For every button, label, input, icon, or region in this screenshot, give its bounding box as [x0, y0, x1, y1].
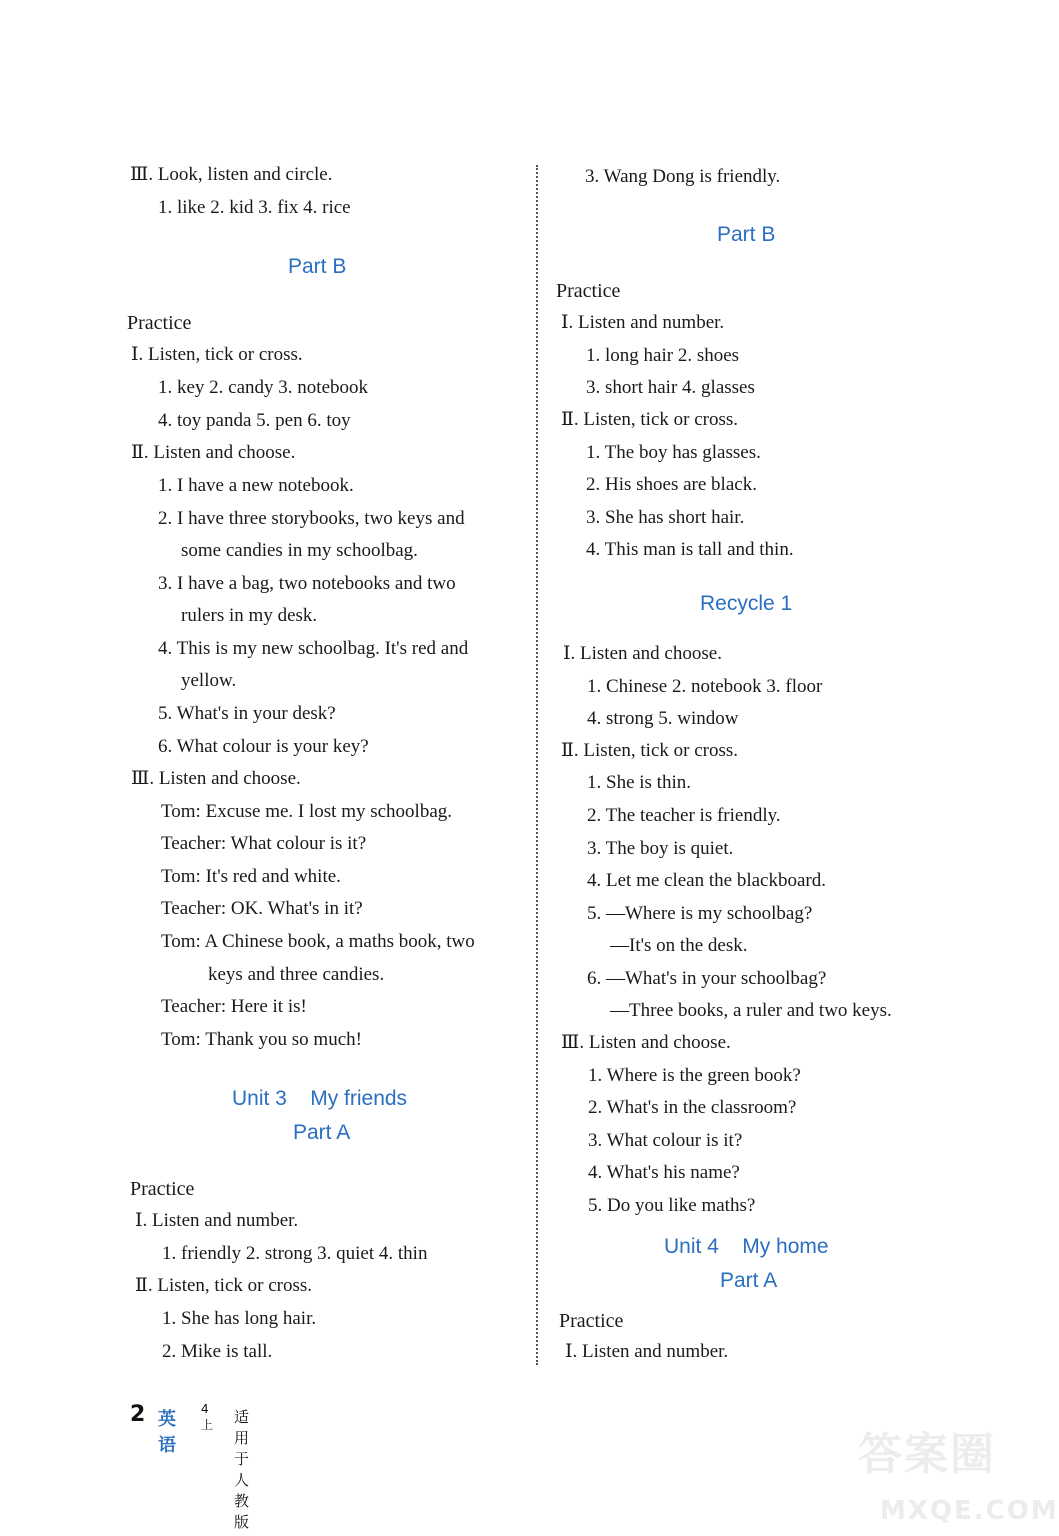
answer-line: 3. short hair 4. glasses	[586, 377, 755, 398]
watermark-site: MXQE.COM	[880, 1496, 1059, 1526]
dialogue-line: Tom: A Chinese book, a maths book, two	[161, 931, 475, 952]
section-heading: Ⅲ. Listen and choose.	[131, 768, 301, 789]
section-heading: Ⅰ. Listen and number.	[561, 312, 725, 333]
answer-line: 1. like 2. kid 3. fix 4. rice	[158, 197, 351, 218]
part-heading: Part B	[717, 223, 776, 246]
answer-line: 4. strong 5. window	[587, 708, 739, 729]
dialogue-line: Teacher: What colour is it?	[161, 833, 367, 854]
practice-label: Practice	[130, 1178, 195, 1200]
page-number: 2	[130, 1402, 146, 1427]
dialogue-line: Tom: Thank you so much!	[161, 1029, 362, 1050]
practice-label: Practice	[559, 1310, 624, 1332]
answer-line: 3. Wang Dong is friendly.	[585, 166, 781, 187]
section-heading: Ⅰ. Listen and number.	[565, 1341, 729, 1362]
answer-line: 6. What colour is your key?	[158, 736, 369, 757]
answer-line: 2. What's in the classroom?	[588, 1097, 797, 1118]
answer-line: 5. What's in your desk?	[158, 703, 336, 724]
section-heading: Ⅱ. Listen, tick or cross.	[561, 740, 739, 761]
answer-line: 4. toy panda 5. pen 6. toy	[158, 410, 351, 431]
section-heading: Ⅲ. Listen and choose.	[561, 1032, 731, 1053]
answer-line: 5. Do you like maths?	[588, 1195, 756, 1216]
unit-heading: Unit 4 My home	[664, 1235, 829, 1258]
part-heading: Part A	[293, 1121, 351, 1144]
watermark-logo: 答案圈	[858, 1429, 996, 1480]
practice-label: Practice	[556, 280, 621, 302]
answer-line: 3. What colour is it?	[588, 1130, 743, 1151]
grade-label: 4上	[201, 1402, 214, 1432]
section-heading: Ⅲ. Look, listen and circle.	[130, 164, 333, 185]
answer-line: some candies in my schoolbag.	[181, 540, 418, 561]
answer-line: yellow.	[181, 670, 237, 691]
answer-line: —It's on the desk.	[610, 935, 748, 956]
dialogue-line: Tom: It's red and white.	[161, 866, 341, 887]
answer-line: 4. What's his name?	[588, 1162, 740, 1183]
answer-line: 1. long hair 2. shoes	[586, 345, 740, 366]
dialogue-line: Teacher: Here it is!	[161, 996, 307, 1017]
answer-line: 1. Where is the green book?	[588, 1065, 801, 1086]
section-heading: Ⅰ. Listen, tick or cross.	[131, 344, 303, 365]
answer-line: 2. Mike is tall.	[162, 1341, 273, 1362]
answer-line: 5. —Where is my schoolbag?	[587, 903, 813, 924]
answer-line: 3. She has short hair.	[586, 507, 745, 528]
unit-heading: Unit 3 My friends	[232, 1087, 408, 1110]
answer-line: 2. The teacher is friendly.	[587, 805, 781, 826]
section-heading: Ⅰ. Listen and choose.	[563, 643, 722, 664]
dialogue-line: keys and three candies.	[208, 964, 385, 985]
answer-line: 4. This is my new schoolbag. It's red and	[158, 638, 469, 659]
section-heading: Ⅱ. Listen and choose.	[131, 442, 296, 463]
answer-line: 6. —What's in your schoolbag?	[587, 968, 827, 989]
subject-label: 英语	[158, 1409, 176, 1456]
dialogue-line: Tom: Excuse me. I lost my schoolbag.	[161, 801, 453, 822]
section-heading: Ⅱ. Listen, tick or cross.	[135, 1275, 313, 1296]
answer-line: rulers in my desk.	[181, 605, 318, 626]
edition-label: 适用于人教版	[234, 1408, 250, 1531]
answer-line: 1. The boy has glasses.	[586, 442, 761, 463]
recycle-heading: Recycle 1	[700, 592, 793, 615]
part-heading: Part B	[288, 255, 347, 278]
answer-line: 2. I have three storybooks, two keys and	[158, 508, 465, 529]
answer-line: —Three books, a ruler and two keys.	[610, 1000, 892, 1021]
answer-line: 3. The boy is quiet.	[587, 838, 734, 859]
section-heading: Ⅱ. Listen, tick or cross.	[561, 409, 739, 430]
answer-line: 4. This man is tall and thin.	[586, 539, 794, 560]
column-divider	[536, 165, 538, 1365]
answer-line: 1. key 2. candy 3. notebook	[158, 377, 369, 398]
part-heading: Part A	[720, 1269, 778, 1292]
dialogue-line: Teacher: OK. What's in it?	[161, 898, 363, 919]
answer-line: 2. His shoes are black.	[586, 474, 757, 495]
answer-line: 3. I have a bag, two notebooks and two	[158, 573, 456, 594]
answer-line: 1. I have a new notebook.	[158, 475, 354, 496]
answer-line: 1. She has long hair.	[162, 1308, 317, 1329]
answer-line: 1. Chinese 2. notebook 3. floor	[587, 676, 823, 697]
answer-line: 1. friendly 2. strong 3. quiet 4. thin	[162, 1243, 428, 1264]
answer-line: 1. She is thin.	[587, 772, 691, 793]
section-heading: Ⅰ. Listen and number.	[135, 1210, 299, 1231]
answer-line: 4. Let me clean the blackboard.	[587, 870, 826, 891]
practice-label: Practice	[127, 312, 192, 334]
